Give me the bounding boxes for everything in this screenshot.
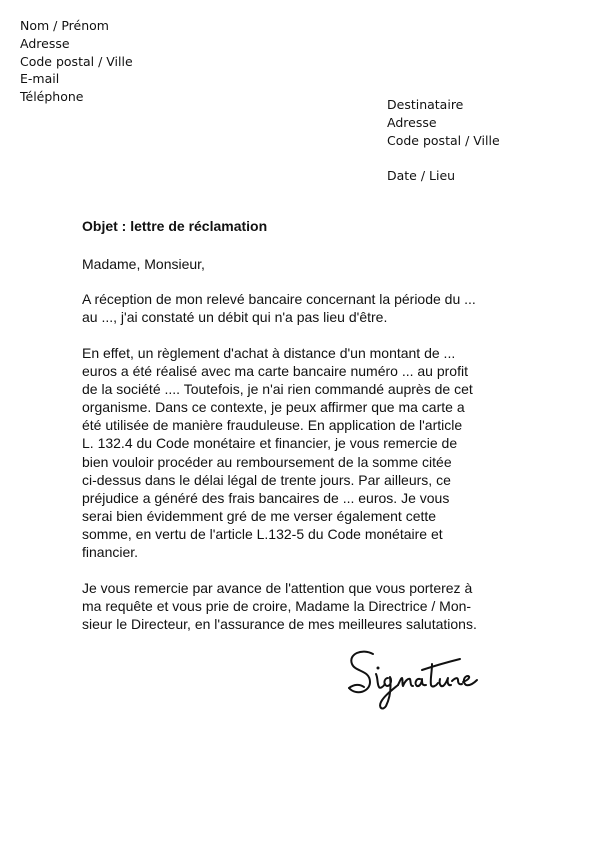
recipient-block: [387, 96, 500, 149]
sender-phone: Téléphone: [20, 89, 84, 105]
paragraph-line: En effet, un règlement d'achat à distance d'un montant de ...: [82, 345, 456, 361]
sender-name: Nom / Prénom: [20, 18, 109, 33]
paragraph-line: été utilisée de manière frauduleuse. En application de l'article: [82, 417, 463, 434]
paragraph-line: au ..., j'ai constaté un débit qui n'a pas lieu d'être.: [82, 309, 388, 326]
date-place: Date / Lieu: [387, 168, 456, 183]
paragraph-line: organisme. Dans ce contexte, je peux affirmer que ma carte a: [82, 399, 465, 416]
paragraph-1: [82, 290, 476, 326]
paragraph-line: somme, en vertu de l'article L.132-5 du Code monétaire et: [82, 525, 443, 542]
paragraph-line: ci-dessus dans le délai légal de trente jours. Par ailleurs, ce: [82, 471, 451, 488]
letter-subject: Objet : lettre de réclamation: [82, 218, 268, 234]
paragraph-line: sieur le Directeur, en l'assurance de mes meilleures salutations.: [82, 616, 477, 633]
paragraph-line: Je vous remercie par avance de l'attention que vous porterez à: [82, 580, 473, 596]
paragraph-line: euros a été réalisé avec ma carte bancaire numéro ... au profit: [82, 363, 468, 380]
sender-block: [20, 17, 133, 106]
paragraph-line: financier.: [82, 544, 139, 561]
recipient-address: Adresse: [387, 114, 437, 130]
sender-email: E-mail: [20, 71, 60, 87]
letter-greeting: Madame, Monsieur,: [82, 256, 205, 272]
paragraph-line: L. 132.4 du Code monétaire et financier, je vous remercie de: [82, 435, 458, 452]
sender-postal-city: Code postal / Ville: [20, 53, 133, 69]
paragraph-line: A réception de mon relevé bancaire concernant la période du ...: [82, 291, 476, 307]
paragraph-line: de la société .... Toutefois, je n'ai rien commandé auprès de cet: [82, 381, 473, 398]
recipient-postal-city: Code postal / Ville: [387, 132, 500, 148]
sender-address: Adresse: [20, 35, 70, 51]
paragraph-line: ma requête et vous prie de croire, Madame la Directrice / Mon-: [82, 598, 472, 615]
paragraph-line: serai bien évidemment gré de me verser également cette: [82, 507, 437, 524]
paragraph-line: bien vouloir procéder au remboursement de la somme citée: [82, 453, 452, 470]
recipient-name: Destinataire: [387, 97, 464, 112]
handwritten-signature: [340, 640, 490, 715]
paragraph-3: [82, 579, 477, 633]
paragraph-line: préjudice a généré des frais bancaires de ... euros. Je vous: [82, 489, 450, 506]
paragraph-2: [82, 344, 473, 561]
